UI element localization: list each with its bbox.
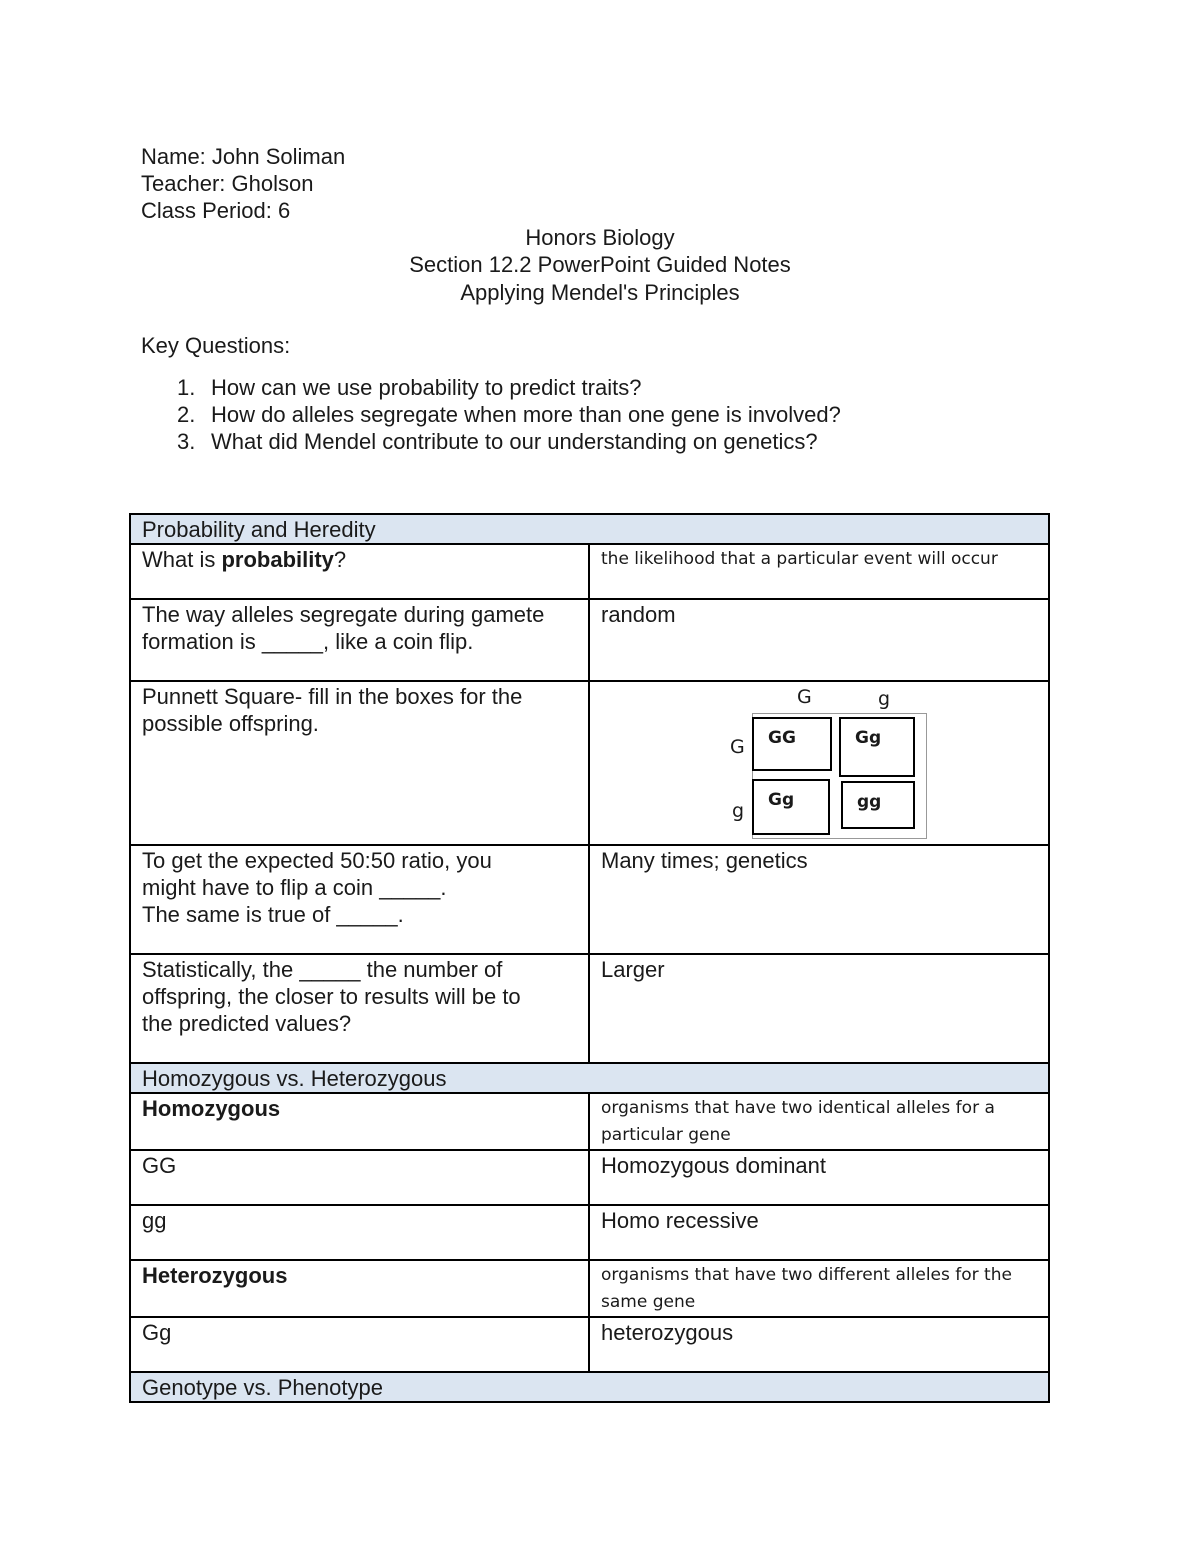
- student-name: Name: John Soliman: [141, 144, 346, 169]
- key-question: 3. What did Mendel contribute to our understanding on genetics?: [177, 429, 818, 454]
- punnett-top-allele: g: [878, 688, 891, 710]
- question-punnett: Punnett Square- fill in the boxes for the possible offspring.: [130, 681, 589, 845]
- topic-title: Applying Mendel's Principles: [460, 280, 740, 305]
- answer-GG[interactable]: Homozygous dominant: [589, 1150, 1049, 1205]
- punnett-cell: GG: [752, 717, 832, 771]
- answer-statistics[interactable]: Larger: [589, 954, 1049, 1063]
- definition-heterozygous[interactable]: organisms that have two different alleles for the same gene: [589, 1260, 1049, 1317]
- section-title: Section 12.2 PowerPoint Guided Notes: [409, 252, 791, 277]
- question-probability: What is probability?: [130, 544, 589, 599]
- genotype-GG: GG: [130, 1150, 589, 1205]
- section-header-genotype-phenotype: Genotype vs. Phenotype: [130, 1372, 1049, 1402]
- answer-punnett[interactable]: [589, 681, 1049, 845]
- question-ratio: To get the expected 50:50 ratio, you might have to flip a coin _____. The same is true of _____.: [130, 845, 589, 954]
- answer-ratio[interactable]: Many times; genetics: [589, 845, 1049, 954]
- question-statistics: Statistically, the _____ the number of offspring, the closer to results will be to the predicted values?: [130, 954, 589, 1063]
- punnett-side-allele: g: [732, 800, 745, 822]
- answer-gg[interactable]: Homo recessive: [589, 1205, 1049, 1260]
- class-period: Class Period: 6: [141, 198, 291, 223]
- punnett-cell: gg: [841, 781, 915, 829]
- key-questions-list: [141, 374, 841, 455]
- answer-segregation[interactable]: random: [589, 599, 1049, 681]
- punnett-square: [601, 683, 1038, 843]
- definition-homozygous[interactable]: organisms that have two identical alleles for a particular gene: [589, 1093, 1049, 1150]
- term-heterozygous: Heterozygous: [130, 1260, 589, 1317]
- genotype-gg: gg: [130, 1205, 589, 1260]
- key-question: 1. How can we use probability to predict traits?: [177, 375, 642, 400]
- question-segregation: The way alleles segregate during gamete formation is _____, like a coin flip.: [130, 599, 589, 681]
- section-header-probability: Probability and Heredity: [130, 514, 1049, 544]
- notes-table: [129, 513, 1050, 1403]
- key-question: 2. How do alleles segregate when more than one gene is involved?: [177, 402, 841, 427]
- term-homozygous: Homozygous: [130, 1093, 589, 1150]
- genotype-Gg: Gg: [130, 1317, 589, 1372]
- punnett-top-allele: G: [797, 686, 812, 708]
- teacher-name: Teacher: Gholson: [141, 171, 314, 196]
- punnett-side-allele: G: [730, 736, 745, 758]
- answer-Gg[interactable]: heterozygous: [589, 1317, 1049, 1372]
- answer-probability[interactable]: the likelihood that a particular event will occur: [589, 544, 1049, 599]
- key-questions-label: Key Questions:: [141, 333, 291, 358]
- course-title: Honors Biology: [525, 225, 675, 250]
- punnett-cell: Gg: [839, 717, 915, 777]
- section-header-zygosity: Homozygous vs. Heterozygous: [130, 1063, 1049, 1093]
- punnett-cell: Gg: [752, 779, 830, 835]
